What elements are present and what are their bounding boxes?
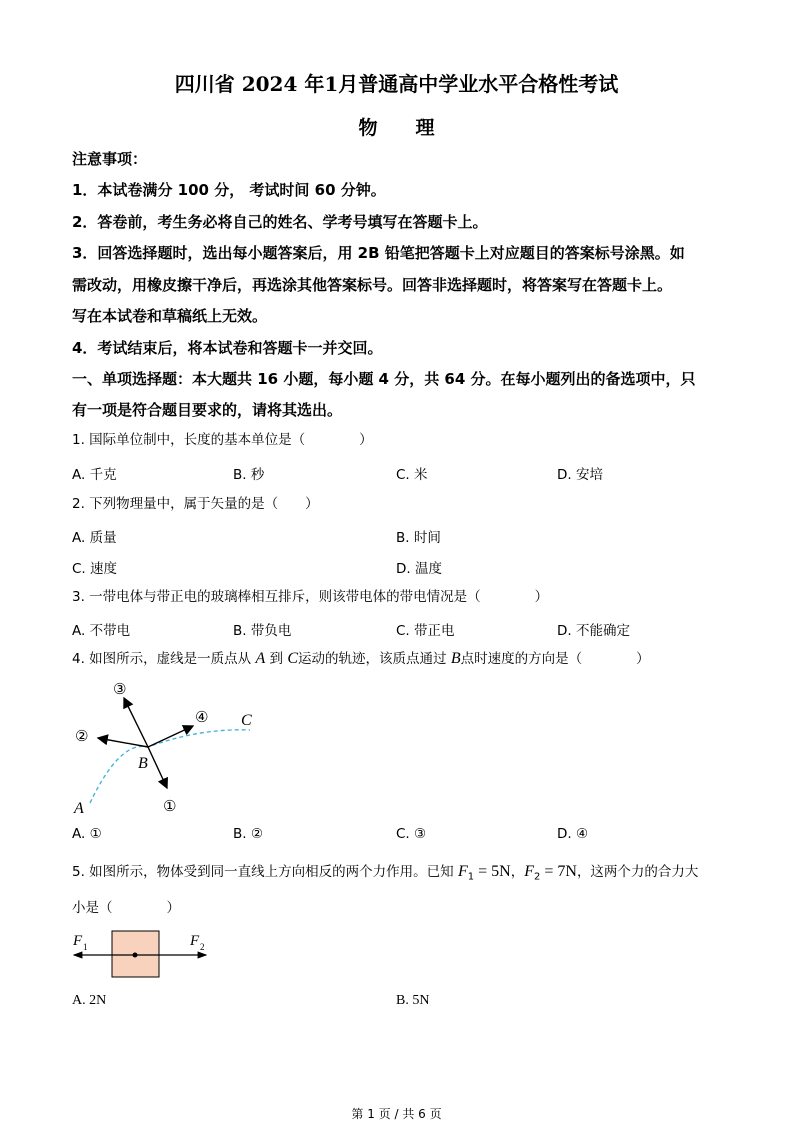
section-heading: 有一项是符合题目要求的，请将其选出。 bbox=[72, 401, 343, 419]
f1-subscript: 1 bbox=[467, 871, 475, 883]
exam-title: 四川省 2024 年1月普通高中学业水平合格性考试 bbox=[174, 72, 619, 96]
option: A. 质量 bbox=[72, 530, 117, 546]
f2-label: F bbox=[190, 933, 200, 949]
option: C. 速度 bbox=[72, 561, 118, 577]
option: D. 安培 bbox=[557, 467, 603, 483]
option: D. ④ bbox=[557, 826, 589, 842]
question-4-stem bbox=[72, 650, 650, 668]
label-4: ④ bbox=[195, 708, 209, 726]
force-figure bbox=[66, 925, 216, 980]
option: B. 带负电 bbox=[233, 623, 292, 639]
option: A. ① bbox=[72, 826, 102, 842]
point-c: C bbox=[287, 650, 299, 667]
arrow-2 bbox=[98, 738, 148, 747]
option: B. 时间 bbox=[396, 530, 441, 546]
center-dot bbox=[133, 953, 138, 958]
label-1: ① bbox=[163, 797, 177, 815]
f1-value: = 5N bbox=[474, 863, 511, 880]
velocity-direction-figure bbox=[60, 670, 280, 820]
point-b: B bbox=[450, 650, 461, 667]
question-5-stem-line2: 小是（ ） bbox=[72, 900, 180, 916]
stem-text: 5. 如图所示，物体受到同一直线上方向相反的两个力作用。已知 bbox=[72, 864, 458, 880]
note-line: 4．考试结束后，将本试卷和答题卡一并交回。 bbox=[72, 339, 383, 357]
label-2: ② bbox=[75, 727, 89, 745]
f1-symbol: F bbox=[457, 863, 468, 880]
option: C. ③ bbox=[396, 826, 427, 842]
notes-heading: 注意事项： bbox=[72, 150, 148, 168]
question-1-stem: 1. 国际单位制中，长度的基本单位是（ ） bbox=[72, 432, 373, 448]
option: B. ② bbox=[233, 826, 263, 842]
question-5-stem bbox=[72, 863, 698, 887]
f1-label: F bbox=[73, 933, 83, 949]
f2-sub: 2 bbox=[200, 942, 205, 952]
note-line: 1．本试卷满分 100 分， 考试时间 60 分钟。 bbox=[72, 181, 386, 199]
note-line: 3．回答选择题时，选出每小题答案后，用 2B 铅笔把答题卡上对应题目的答案标号涂黑。如 bbox=[72, 244, 685, 262]
arrow-1 bbox=[148, 747, 167, 788]
f2-subscript: 2 bbox=[533, 871, 541, 883]
option: C. 米 bbox=[396, 467, 428, 483]
stem-text: 4. 如图所示，虚线是一质点从 bbox=[72, 651, 256, 667]
stem-text: 运动的轨迹，该质点通过 bbox=[298, 651, 451, 667]
option: B. 5N bbox=[396, 993, 430, 1008]
page-footer: 第 1 页 / 共 6 页 bbox=[351, 1107, 442, 1121]
section-heading: 一、单项选择题：本大题共 16 小题，每小题 4 分，共 64 分。在每小题列出的备选项中，只 bbox=[72, 370, 696, 388]
arrow-3 bbox=[124, 698, 148, 747]
label-c: C bbox=[241, 712, 252, 729]
point-a: A bbox=[255, 650, 266, 667]
label-a: A bbox=[74, 800, 84, 817]
option: A. 不带电 bbox=[72, 623, 131, 639]
stem-text: 点时速度的方向是（ ） bbox=[460, 651, 650, 667]
f2-value: = 7N bbox=[540, 863, 577, 880]
note-line: 2．答卷前，考生务必将自己的姓名、学考号填写在答题卡上。 bbox=[72, 213, 488, 231]
stem-text: ，这两个力的合力大 bbox=[576, 864, 699, 880]
option: A. 千克 bbox=[72, 467, 117, 483]
f2-symbol: F bbox=[524, 863, 534, 880]
option: D. 不能确定 bbox=[557, 623, 630, 639]
f1-sub: 1 bbox=[83, 942, 88, 952]
question-3-stem: 3. 一带电体与带正电的玻璃棒相互排斥，则该带电体的带电情况是（ ） bbox=[72, 589, 549, 605]
option: D. 温度 bbox=[396, 561, 442, 577]
label-3: ③ bbox=[113, 680, 127, 698]
arrow-4 bbox=[148, 726, 193, 747]
stem-text: ， bbox=[510, 864, 525, 880]
label-b: B bbox=[138, 755, 148, 772]
question-2-stem: 2. 下列物理量中，属于矢量的是（ ） bbox=[72, 496, 319, 512]
option: C. 带正电 bbox=[396, 623, 455, 639]
stem-text: 到 bbox=[265, 651, 288, 667]
option: A. 2N bbox=[72, 993, 107, 1008]
note-line: 写在本试卷和草稿纸上无效。 bbox=[72, 307, 268, 325]
subject-title: 物 理 bbox=[358, 117, 435, 139]
note-line: 需改动，用橡皮擦干净后，再选涂其他答案标号。回答非选择题时，将答案写在答题卡上。 bbox=[72, 276, 673, 294]
option: B. 秒 bbox=[233, 467, 265, 483]
